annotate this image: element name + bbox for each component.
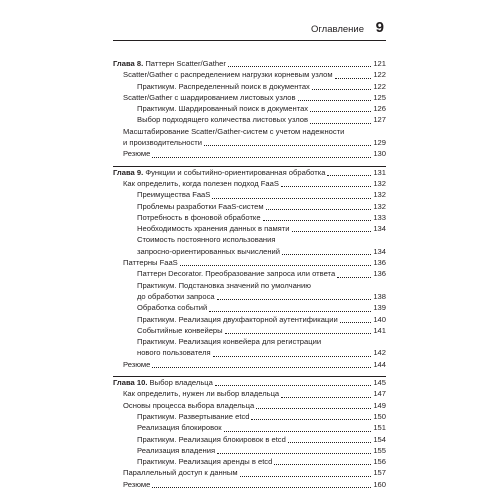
toc-entry-title-continuation: запросно-ориентированных вычислений [137,246,281,256]
toc-entry[interactable] [113,325,386,336]
dot-leader [310,123,371,124]
toc-entry[interactable] [113,314,386,325]
toc-entry-title: Преимущества FaaS [137,190,211,200]
toc-page-number: 155 [373,445,386,455]
toc-page-number: 122 [373,70,386,80]
toc-page-number: 122 [373,81,386,91]
toc-entry[interactable] [113,388,386,399]
toc-page-number: 141 [373,325,386,335]
toc-page-number: 144 [373,359,386,369]
chapter-number: Глава 8. [113,59,144,68]
toc-entry-continuation[interactable] [113,246,386,257]
dot-leader [152,487,371,488]
table-of-contents [113,58,386,490]
dot-leader [327,175,371,176]
toc-entry[interactable] [113,411,386,422]
toc-entry[interactable] [113,148,386,159]
dot-leader [298,100,372,101]
toc-chapter-9[interactable] [113,166,386,178]
toc-entry[interactable] [113,114,386,125]
toc-entry[interactable] [113,223,386,234]
toc-page-number: 142 [373,348,386,358]
toc-page-number: 129 [373,138,386,148]
dot-leader [152,157,371,158]
toc-entry[interactable] [113,336,386,347]
toc-page-number: 138 [373,291,386,301]
toc-entry-title: Практикум. Распределенный поиск в документах [137,81,310,91]
dot-leader [180,265,372,266]
dot-leader [340,322,372,323]
toc-entry-title-continuation: до обработки запроса [137,291,215,301]
toc-entry-title: Резюме [123,479,151,489]
toc-entry-title: Практикум. Реализация двухфакторной аутентификации [137,314,338,324]
toc-entry[interactable] [113,103,386,114]
toc-entry-title: Паттерн Decorator. Преобразование запроса или ответа [137,269,336,279]
dot-leader [215,385,371,386]
toc-entry-continuation[interactable] [113,137,386,148]
toc-entry[interactable] [113,467,386,478]
toc-entry[interactable] [113,280,386,291]
toc-entry[interactable] [113,234,386,245]
dot-leader [263,220,372,221]
dot-leader [251,419,371,420]
toc-entry[interactable] [113,422,386,433]
toc-chapter-8[interactable] [113,58,386,69]
toc-entry-title: Резюме [123,359,151,369]
toc-entry-title-continuation: и производительности [123,138,202,148]
chapter-number: Глава 10. [113,378,148,388]
toc-page-number: 147 [373,389,386,399]
toc-entry-title: Практикум. Развертывание etcd [137,411,250,421]
dot-leader [312,89,371,90]
toc-page-number: 156 [373,457,386,467]
toc-entry[interactable] [113,81,386,92]
toc-entry-title: Scatter/Gather с распределением нагрузки корневым узлом [123,70,333,80]
chapter-title [113,167,325,178]
dot-leader [225,333,372,334]
toc-page-number: 131 [373,167,386,177]
toc-entry[interactable] [113,201,386,212]
toc-entry-title: Scatter/Gather с шардированием листовых узлов [123,92,296,102]
toc-entry-title: Практикум. Реализация конвейера для регистрации [137,337,322,347]
toc-page-number: 136 [373,269,386,279]
toc-entry-title: Резюме [123,149,151,159]
toc-chapter-10[interactable] [113,376,386,388]
dot-leader [213,356,372,357]
toc-entry-title: Событийные конвейеры [137,325,223,335]
dot-leader [256,408,371,409]
dot-leader [217,453,371,454]
dot-leader [228,66,371,67]
toc-entry-title: Паттерны FaaS [123,258,178,268]
dot-leader [204,145,371,146]
toc-page-number: 132 [373,201,386,211]
toc-entry[interactable] [113,189,386,200]
toc-entry[interactable] [113,69,386,80]
dot-leader [281,186,371,187]
toc-page-number: 134 [373,224,386,234]
toc-entry-title: Проблемы разработки FaaS-систем [137,201,264,211]
dot-leader [335,78,372,79]
toc-page-number: 145 [373,378,386,388]
toc-page-number: 160 [373,479,386,489]
toc-entry-title: Практикум. Реализация аренды в etcd [137,457,273,467]
toc-entry-continuation[interactable] [113,347,386,358]
toc-page-number: 139 [373,303,386,313]
toc-page-number: 154 [373,434,386,444]
dot-leader [212,198,371,199]
toc-page-number: 121 [373,59,386,68]
toc-page-number: 130 [373,149,386,159]
dot-leader [292,231,372,232]
toc-entry-title: Параллельный доступ к данным [123,468,238,478]
chapter-name: Выбор владельца [147,378,213,388]
toc-entry[interactable] [113,212,386,223]
toc-page-number: 132 [373,178,386,188]
dot-leader [224,431,372,432]
toc-entry[interactable] [113,268,386,279]
toc-entry-title: Практикум. Подстановка значений по умолчанию [137,280,311,290]
chapter-title [113,58,226,69]
running-header [113,18,386,41]
toc-entry[interactable] [113,126,386,137]
dot-leader [288,442,372,443]
dot-leader [240,476,372,477]
chapter-number: Глава 9. [113,167,144,177]
page-number: 9 [375,19,384,36]
toc-entry[interactable] [113,434,386,445]
toc-entry-title: Как определить, когда полезен подход FaaS [123,178,279,188]
dot-leader [310,111,371,112]
toc-entry-title: Стоимость постоянного использования [137,235,276,245]
toc-entry[interactable] [113,445,386,456]
toc-page-number: 127 [373,115,386,125]
dot-leader [281,397,371,398]
toc-entry-title: Потребность в фоновой обработке [137,212,261,222]
chapter-name: Паттерн Scatter/Gather [143,59,226,68]
toc-entry[interactable] [113,359,386,370]
toc-page-number: 150 [373,411,386,421]
toc-entry-title: Масштабирование Scatter/Gather-систем с учетом надежности [123,126,345,136]
toc-entry[interactable] [113,178,386,189]
toc-entry-title: Обработка событий [137,303,208,313]
running-header-title: Оглавление [311,24,364,35]
toc-entry[interactable] [113,302,386,313]
toc-entry-title: Выбор подходящего количества листовых узлов [137,115,308,125]
toc-entry[interactable] [113,257,386,268]
dot-leader [209,311,371,312]
toc-page-number: 151 [373,423,386,433]
dot-leader [152,367,371,368]
toc-entry[interactable] [113,456,386,467]
chapter-name: Функции и событийно-ориентированная обработка [143,167,326,177]
toc-entry-title: Реализация блокировок [137,423,222,433]
toc-entry-title-continuation: нового пользователя [137,348,211,358]
toc-page-number: 126 [373,104,386,114]
toc-entry[interactable] [113,92,386,103]
toc-entry-title: Практикум. Реализация блокировок в etcd [137,434,286,444]
toc-page-number: 133 [373,212,386,222]
toc-page-number: 136 [373,258,386,268]
toc-entry[interactable] [113,479,386,490]
toc-page-number: 149 [373,400,386,410]
chapter-title [113,377,213,388]
toc-page-number: 125 [373,92,386,102]
dot-leader [337,277,371,278]
toc-page-number: 134 [373,246,386,256]
dot-leader [282,254,371,255]
dot-leader [217,299,372,300]
toc-entry-continuation[interactable] [113,291,386,302]
toc-entry-title: Основы процесса выбора владельца [123,400,255,410]
toc-entry[interactable] [113,400,386,411]
dot-leader [266,209,372,210]
dot-leader [274,464,371,465]
toc-page-number: 132 [373,190,386,200]
toc-page-number: 140 [373,314,386,324]
toc-page-number: 157 [373,468,386,478]
toc-entry-title: Необходимость хранения данных в памяти [137,224,290,234]
toc-entry-title: Реализация владения [137,445,216,455]
toc-entry-title: Как определить, нужен ли выбор владельца [123,389,280,399]
toc-entry-title: Практикум. Шардированный поиск в документах [137,104,309,114]
